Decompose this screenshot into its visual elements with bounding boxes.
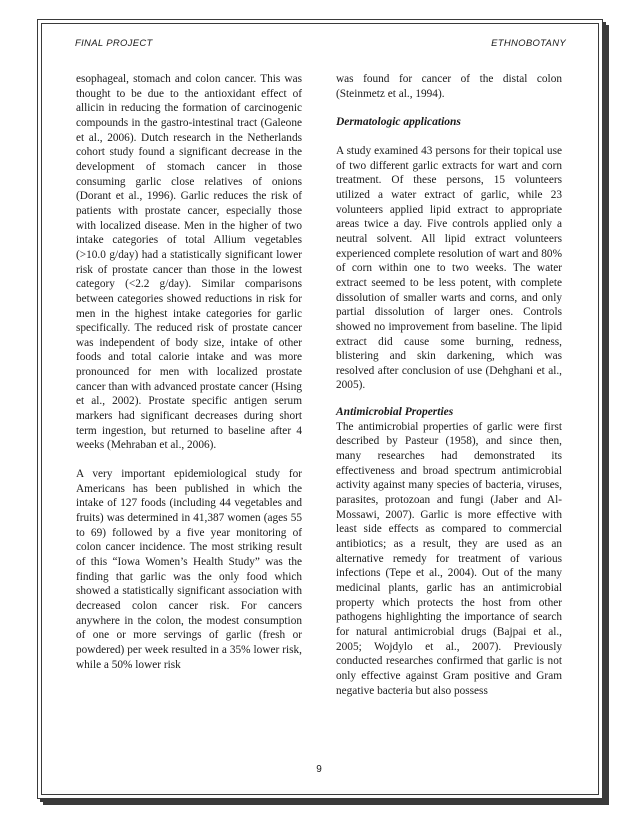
left-column (76, 72, 302, 672)
left-paragraph-1: esophageal, stomach and colon cancer. This was thought to be due to the antioxidant effect of allicin in reducing the formation of carcinogenic compounds in the gastro-intestinal tract (Galeone et al., 2006). Dutch research in the Netherlands cohort study found a significant decrease in the development of stomach cancer in those consuming garlic close relatives of onions (Dorant et al., 1996). Garlic reduces the risk of patients with prostate cancer, especially those with localized disease. Men in the higher of two intake categories of total Allium vegetables (>10.0 g/day) had a statistically significant lower risk of prostate cancer than those in the lowest category (<2.2 g/day). Similar comparisons between categories showed reductions in risk for men in the highest intake categories for garlic specifically. The reduced risk of prostate cancer was independent of body size, intake of other foods and total calorie intake and was more pronounced for men with localized prostate cancer than with advanced prostate cancer (Hsing et al., 2002). Prostate specific antigen serum markers had significant decreases during short term ingestion, but returned to baseline after 4 weeks (Mehraban et al., 2006). (76, 73, 302, 452)
right-paragraph-2: A study examined 43 persons for their topical use of two different garlic extracts for wart and corn treatment. Of these persons, 15 volunteers utilized a water extract of garlic, while 23 volunteers applied lipid extract to appropriate areas twice a day. Five controls applied only a neutral solvent. All lipid extract volunteers experienced complete resolution of wart and 80% of corn within one to two weeks. The water extract seemed to be less potent, with complete dissolution of smaller warts and corns, and only partial dissolution of larger ones. Controls showed no improvement from baseline. The lipid extract did cause some burning, redness, blistering and skin darkening, which was resolved after conclusion of use (Dehghani et al., 2005). (336, 144, 562, 392)
header-right: ETHNOBOTANY (491, 38, 566, 49)
left-paragraph-2: A very important epidemiological study for Americans has been published in which the intake of 127 foods (including 44 vegetables and fruits) was determined in 41,387 women (ages 55 to 69) followed by a five year monitoring of colon cancer incidence. The most striking result of this “Iowa Women’s Health Study” was the finding that garlic was the only food which showed a statistically significant association with decreased colon cancer risk. For cancers anywhere in the colon, the modest consumption of one or more servings of garlic (fresh or powdered) per week resulted in a 35% lower risk, while a 50% lower risk (76, 468, 302, 671)
right-paragraph-1: was found for cancer of the distal colon (Steinmetz et al., 1994). (336, 73, 562, 100)
section-heading-dermatologic: Dermatologic applications (336, 116, 461, 129)
header-left: FINAL PROJECT (75, 38, 153, 49)
running-header (75, 38, 566, 49)
section-heading-antimicrobial: Antimicrobial Properties (336, 406, 454, 419)
right-column (336, 72, 562, 698)
page-number: 9 (316, 764, 322, 775)
right-paragraph-3: The antimicrobial properties of garlic were first described by Pasteur (1958), and since then, many researches had demonstrated its effectiveness and broad spectrum antimicrobial activity against many species of bacteria, viruses, parasites, protozoan and fungi (Jaber and Al-Mossawi, 2007). Garlic is more effective with least side effects as compared to commercial antibiotics; as a result, they are used as an alternative remedy for treatment of various infections (Tepe et al., 2004). Out of the many medicinal plants, garlic has an antimicrobial property which protects the host from other pathogens highlighting the importance of search for natural antimicrobial drugs (Bajpai et al., 2005; Wojdylo et al., 2007). Previously conducted researches confirmed that garlic is not only effective against Gram positive and Gram negative bacteria but also possess (336, 420, 562, 697)
